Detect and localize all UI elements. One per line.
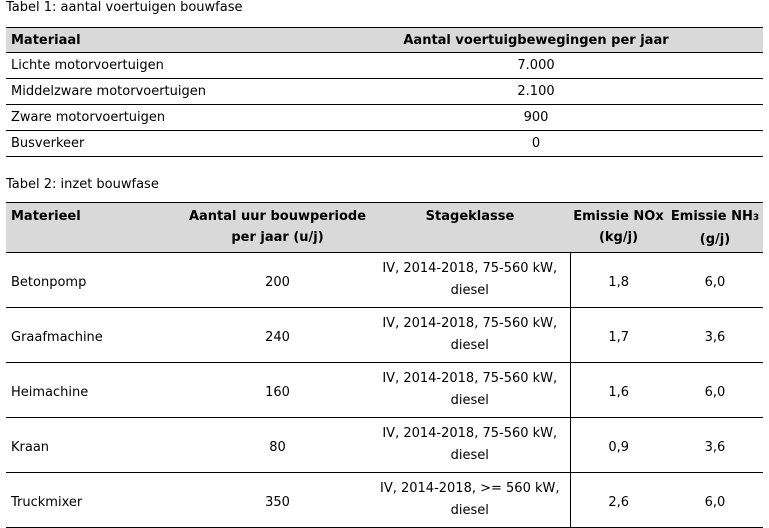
cell-nh3: 6,0 <box>667 473 763 528</box>
cell-nox: 2,6 <box>570 473 667 528</box>
cell-nh3: 3,6 <box>667 308 763 363</box>
table-row <box>6 131 763 157</box>
vehicles-table <box>6 27 763 157</box>
cell-uren: 160 <box>185 363 370 418</box>
column-header-materieel: Materieel <box>6 203 185 253</box>
cell-nh3: 3,6 <box>667 418 763 473</box>
table-row <box>6 53 763 79</box>
cell-materiaal: Zware motorvoertuigen <box>6 105 309 131</box>
equipment-table <box>6 202 763 528</box>
cell-aantal: 900 <box>309 105 763 131</box>
table-row <box>6 473 763 528</box>
table-row <box>6 308 763 363</box>
cell-aantal: 2.100 <box>309 79 763 105</box>
cell-nox: 1,8 <box>570 253 667 308</box>
cell-materieel: Graafmachine <box>6 308 185 363</box>
header-line <box>667 206 763 229</box>
table1-caption: Tabel 1: aantal voertuigen bouwfase <box>6 0 243 15</box>
header-text: Emissie NH <box>670 209 753 224</box>
table-header-row <box>6 28 763 53</box>
table-row <box>6 105 763 131</box>
cell-stageklasse: IV, 2014-2018, >= 560 kW, diesel <box>370 473 570 528</box>
cell-materiaal: Busverkeer <box>6 131 309 157</box>
cell-materieel: Heimachine <box>6 363 185 418</box>
cell-uren: 200 <box>185 253 370 308</box>
column-header-emissie-nh3 <box>667 203 763 253</box>
cell-nh3: 6,0 <box>667 363 763 418</box>
cell-stageklasse: IV, 2014-2018, 75-560 kW, diesel <box>370 308 570 363</box>
header-line: (kg/j) <box>598 230 639 245</box>
table-row <box>6 363 763 418</box>
cell-uren: 350 <box>185 473 370 528</box>
cell-materiaal: Middelzware motorvoertuigen <box>6 79 309 105</box>
table-header-row <box>6 203 763 253</box>
table2-caption: Tabel 2: inzet bouwfase <box>6 177 159 192</box>
header-line: (g/j) <box>699 232 731 247</box>
cell-nh3: 6,0 <box>667 253 763 308</box>
cell-stageklasse: IV, 2014-2018, 75-560 kW, diesel <box>370 418 570 473</box>
cell-aantal: 0 <box>309 131 763 157</box>
table-row <box>6 79 763 105</box>
cell-uren: 80 <box>185 418 370 473</box>
column-header-voertuigbewegingen: Aantal voertuigbewegingen per jaar <box>309 28 763 53</box>
column-header-aantal-uur <box>185 203 370 253</box>
cell-aantal: 7.000 <box>309 53 763 79</box>
cell-stageklasse: IV, 2014-2018, 75-560 kW, diesel <box>370 363 570 418</box>
header-line: per jaar (u/j) <box>231 230 324 245</box>
cell-materieel: Kraan <box>6 418 185 473</box>
column-header-emissie-nox <box>570 203 667 253</box>
cell-materieel: Betonpomp <box>6 253 185 308</box>
table-row <box>6 418 763 473</box>
header-line: Emissie NOx <box>573 209 664 224</box>
cell-nox: 1,7 <box>570 308 667 363</box>
cell-uren: 240 <box>185 308 370 363</box>
subscript: 3 <box>752 213 760 223</box>
table-row <box>6 253 763 308</box>
header-line: Aantal uur bouwperiode <box>188 209 367 224</box>
cell-materiaal: Lichte motorvoertuigen <box>6 53 309 79</box>
cell-nox: 0,9 <box>570 418 667 473</box>
cell-materieel: Truckmixer <box>6 473 185 528</box>
cell-nox: 1,6 <box>570 363 667 418</box>
column-header-materiaal: Materiaal <box>6 28 309 53</box>
cell-stageklasse: IV, 2014-2018, 75-560 kW, diesel <box>370 253 570 308</box>
column-header-stageklasse: Stageklasse <box>370 203 570 253</box>
